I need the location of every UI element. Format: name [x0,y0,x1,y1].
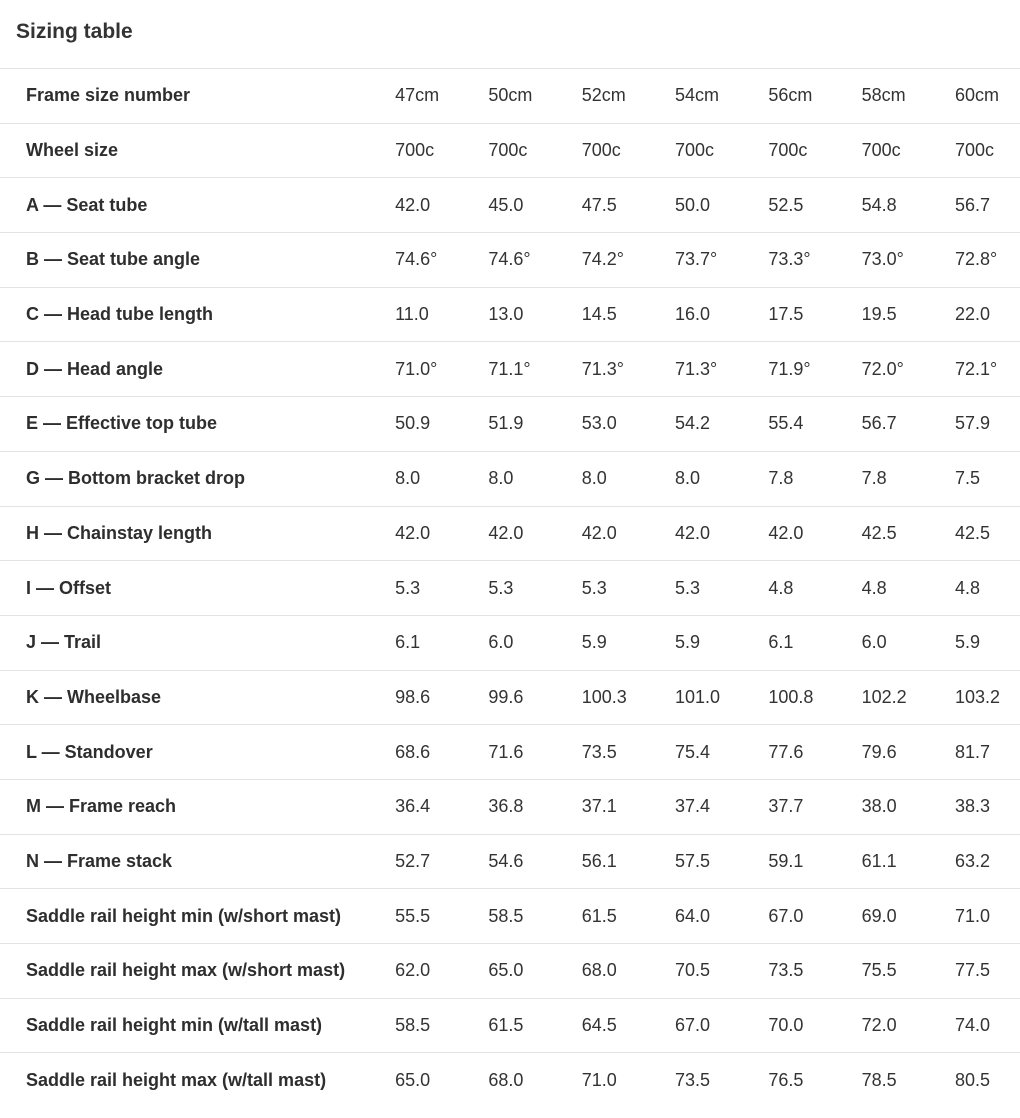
table-row [0,725,1020,780]
row-label: B — Seat tube angle [26,249,201,270]
table-cell: 6.1 [395,632,421,653]
table-cell: 42.0 [488,522,524,543]
table-cell: 103.2 [954,686,1000,707]
table-cell: 78.5 [861,1069,897,1090]
column-header: 50cm [488,85,533,106]
table-cell: 19.5 [861,304,897,325]
table-cell: 74.0 [954,1015,990,1036]
table-cell: 11.0 [395,304,429,325]
table-cell: 73.5 [675,1069,711,1090]
table-cell: 50.9 [395,413,431,434]
table-cell: 6.0 [861,632,887,653]
table-header-row [0,69,1020,124]
row-label: A — Seat tube [26,194,148,215]
table-cell: 72.0° [861,358,904,379]
table-cell: 7.8 [768,468,794,489]
row-label: Saddle rail height min (w/short mast) [26,905,342,926]
table-cell: 55.5 [395,905,431,926]
table-cell: 61.5 [488,1015,524,1036]
table-cell: 57.5 [675,850,711,871]
table-cell: 100.3 [581,686,627,707]
table-cell: 13.0 [488,304,524,325]
table-row [0,451,1020,506]
table-cell: 74.6° [488,249,531,270]
table-cell: 8.0 [581,468,607,489]
sizing-table-body [0,69,1020,1108]
table-cell: 42.0 [768,522,804,543]
table-cell: 42.0 [675,522,711,543]
table-cell: 42.0 [395,522,431,543]
table-cell: 65.0 [395,1069,431,1090]
table-cell: 4.8 [954,577,980,598]
table-cell: 5.3 [488,577,514,598]
table-row [0,998,1020,1053]
table-cell: 5.9 [581,632,607,653]
table-cell: 37.1 [581,796,617,817]
table-cell: 67.0 [675,1015,711,1036]
row-label: L — Standover [26,741,153,762]
table-cell: 50.0 [675,194,711,215]
row-label: Saddle rail height max (w/short mast) [26,960,346,981]
table-cell: 71.0 [954,905,990,926]
table-cell: 67.0 [768,905,804,926]
table-cell: 52.7 [395,850,431,871]
table-cell: 56.7 [954,194,990,215]
table-cell: 5.3 [675,577,701,598]
table-cell: 700c [675,140,715,161]
row-label: G — Bottom bracket drop [26,468,246,489]
table-cell: 71.1° [488,358,531,379]
table-cell: 62.0 [395,960,431,981]
table-cell: 14.5 [581,304,617,325]
column-header: 54cm [675,85,720,106]
table-cell: 73.3° [768,249,811,270]
table-cell: 101.0 [675,686,721,707]
table-cell: 73.7° [675,249,718,270]
row-label: C — Head tube length [26,304,214,325]
table-cell: 45.0 [488,194,524,215]
table-row [0,944,1020,999]
table-cell: 7.8 [861,468,887,489]
table-cell: 71.0° [395,358,438,379]
row-label: D — Head angle [26,358,164,379]
table-cell: 64.5 [581,1015,617,1036]
table-row [0,670,1020,725]
table-cell: 36.8 [488,796,524,817]
table-cell: 8.0 [675,468,701,489]
table-cell: 5.9 [954,632,980,653]
table-row [0,178,1020,233]
table-cell: 38.0 [861,796,897,817]
column-header: 60cm [954,85,999,106]
table-cell: 68.0 [488,1069,524,1090]
column-header: 52cm [581,85,626,106]
table-cell: 6.1 [768,632,794,653]
table-cell: 700c [395,140,435,161]
table-cell: 42.0 [581,522,617,543]
row-label: Wheel size [26,140,119,161]
table-cell: 54.2 [675,413,711,434]
sizing-table [0,68,1020,1108]
table-cell: 700c [954,140,994,161]
table-cell: 5.3 [581,577,607,598]
row-label: N — Frame stack [26,850,173,871]
table-row [0,287,1020,342]
table-cell: 63.2 [954,850,990,871]
table-row [0,834,1020,889]
table-cell: 42.5 [861,522,897,543]
table-row [0,889,1020,944]
table-row [0,561,1020,616]
table-cell: 56.1 [581,850,617,871]
table-cell: 4.8 [768,577,794,598]
column-header: 47cm [395,85,440,106]
row-label: E — Effective top tube [26,413,218,434]
table-cell: 55.4 [768,413,804,434]
table-row [0,615,1020,670]
table-cell: 4.8 [861,577,887,598]
table-cell: 700c [581,140,621,161]
row-label: H — Chainstay length [26,522,213,543]
row-label: Saddle rail height max (w/tall mast) [26,1069,327,1090]
table-row [0,123,1020,178]
table-cell: 51.9 [488,413,524,434]
table-cell: 7.5 [954,468,980,489]
table-cell: 76.5 [768,1069,804,1090]
table-cell: 77.6 [768,741,804,762]
table-cell: 37.4 [675,796,711,817]
table-cell: 73.0° [861,249,904,270]
table-cell: 700c [861,140,901,161]
table-cell: 42.0 [395,194,431,215]
table-cell: 68.0 [581,960,617,981]
table-cell: 5.9 [675,632,701,653]
table-cell: 80.5 [954,1069,990,1090]
row-label: I — Offset [26,577,112,598]
table-cell: 61.5 [581,905,617,926]
table-cell: 37.7 [768,796,804,817]
table-cell: 700c [488,140,528,161]
table-cell: 54.6 [488,850,524,871]
table-cell: 52.5 [768,194,804,215]
header-label: Frame size number [26,85,191,106]
table-cell: 74.6° [395,249,438,270]
table-cell: 77.5 [954,960,990,981]
table-cell: 71.0 [581,1069,617,1090]
table-row [0,779,1020,834]
table-cell: 56.7 [861,413,897,434]
table-cell: 102.2 [861,686,907,707]
table-cell: 73.5 [581,741,617,762]
table-cell: 57.9 [954,413,990,434]
table-cell: 100.8 [768,686,814,707]
table-cell: 81.7 [954,741,990,762]
table-cell: 61.1 [861,850,897,871]
table-row [0,397,1020,452]
table-cell: 75.5 [861,960,897,981]
table-row [0,342,1020,397]
table-cell: 70.5 [675,960,711,981]
table-cell: 22.0 [954,304,990,325]
table-cell: 79.6 [861,741,897,762]
table-cell: 70.0 [768,1015,804,1036]
table-cell: 58.5 [395,1015,431,1036]
page-title: Sizing table [16,20,133,43]
table-row [0,233,1020,288]
table-cell: 8.0 [395,468,421,489]
table-cell: 38.3 [954,796,990,817]
table-cell: 47.5 [581,194,617,215]
table-cell: 65.0 [488,960,524,981]
table-cell: 54.8 [861,194,897,215]
table-row [0,1053,1020,1108]
table-row [0,506,1020,561]
table-cell: 6.0 [488,632,514,653]
table-cell: 72.0 [861,1015,897,1036]
row-label: J — Trail [26,632,102,653]
table-cell: 59.1 [768,850,804,871]
table-cell: 8.0 [488,468,514,489]
table-cell: 68.6 [395,741,431,762]
table-cell: 71.6 [488,741,524,762]
table-cell: 71.9° [768,358,811,379]
table-cell: 72.8° [954,249,998,270]
table-cell: 99.6 [488,686,524,707]
table-cell: 5.3 [395,577,421,598]
table-cell: 16.0 [675,304,711,325]
table-cell: 64.0 [675,905,711,926]
table-cell: 73.5 [768,960,804,981]
table-cell: 71.3° [675,358,718,379]
table-cell: 71.3° [581,358,624,379]
table-cell: 58.5 [488,905,524,926]
row-label: M — Frame reach [26,796,177,817]
column-header: 56cm [768,85,813,106]
table-cell: 700c [768,140,808,161]
table-cell: 69.0 [861,905,897,926]
row-label: Saddle rail height min (w/tall mast) [26,1015,323,1036]
row-label: K — Wheelbase [26,686,162,707]
table-cell: 98.6 [395,686,431,707]
table-cell: 36.4 [395,796,431,817]
table-cell: 17.5 [768,304,804,325]
table-cell: 42.5 [954,522,990,543]
table-cell: 72.1° [954,358,998,379]
table-cell: 53.0 [581,413,617,434]
column-header: 58cm [861,85,906,106]
table-cell: 74.2° [581,249,624,270]
table-cell: 75.4 [675,741,711,762]
